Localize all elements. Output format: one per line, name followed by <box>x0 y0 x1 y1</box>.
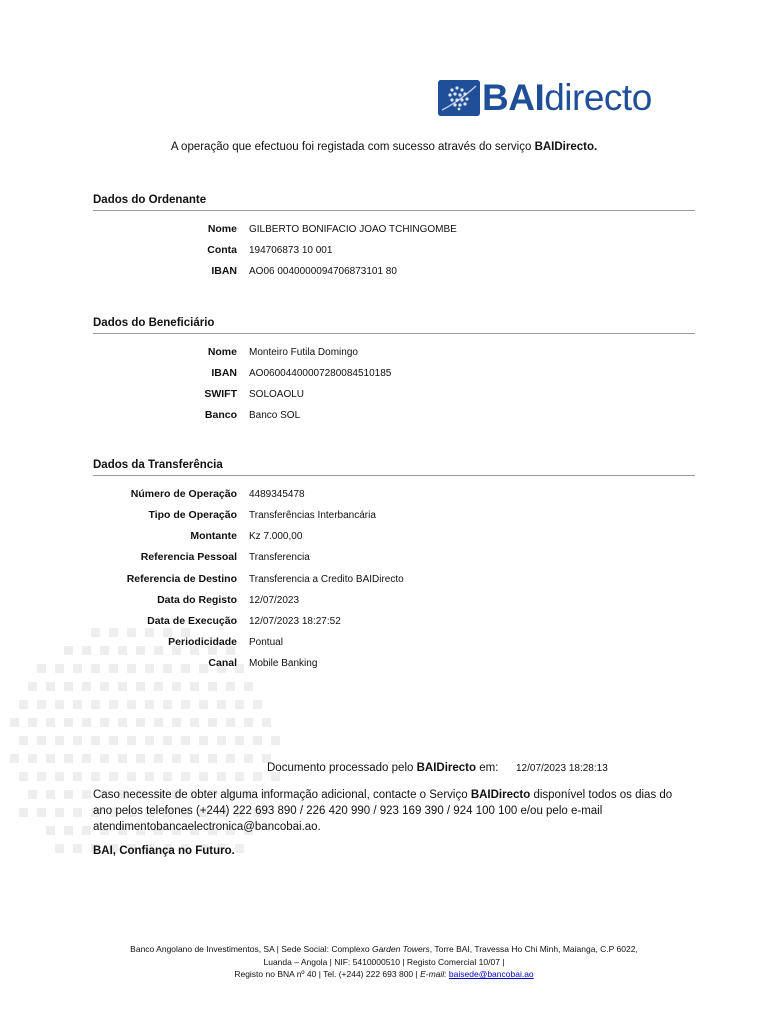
processed-brand: BAIDirecto <box>416 762 477 774</box>
field-value: AO06004400007280084510185 <box>249 368 392 379</box>
section-divider <box>93 210 695 211</box>
contact-text-2: disponível todos os dias do ano pelos telefones (+244) 222 693 890 / 226 420 990 / 923 169 390 / 924 100 100 e/ou pelo e-mail atendimentobancaelectronica@bancobai.ao. <box>93 789 673 833</box>
motto: BAI, Confiança no Futuro. <box>93 845 235 857</box>
intro-brand: BAIDirecto. <box>534 141 598 153</box>
field-label: Referencia Pessoal <box>140 551 237 563</box>
section-title-ordenante: Dados do Ordenante <box>93 194 207 206</box>
field-value: 12/07/2023 18:27:52 <box>249 616 341 627</box>
field-label: Nome <box>207 346 237 358</box>
processed-prefix: Documento processado pelo <box>267 762 414 774</box>
field-row <box>0 615 768 631</box>
footer-complex: Garden Towers <box>371 944 430 954</box>
field-value: 12/07/2023 <box>249 595 300 606</box>
field-row <box>0 509 768 525</box>
field-row <box>0 388 768 404</box>
field-label: Periodicidade <box>168 636 237 648</box>
globe-logo-icon <box>438 80 480 116</box>
logo-bai: BAI <box>482 77 545 118</box>
contact-text-1: Caso necessite de obter alguma informação adicional, contacte o Serviço <box>93 789 468 801</box>
field-value: GILBERTO BONIFACIO JOAO TCHINGOMBE <box>249 224 457 235</box>
section-title-beneficiario: Dados do Beneficiário <box>93 317 215 329</box>
footer <box>0 943 768 981</box>
field-row <box>0 346 768 362</box>
field-value: Transferencia <box>249 552 310 563</box>
field-value: Pontual <box>249 637 283 648</box>
field-row <box>0 551 768 567</box>
footer-address: , Torre BAI, Travessa Ho Chi Minh, Maianga, C.P 6022, <box>429 944 638 954</box>
footer-line-2: Luanda – Angola | NIF: 5410000510 | Registo Comercial 10/07 | <box>263 956 505 967</box>
field-label: IBAN <box>211 265 237 277</box>
footer-email-label: E-mail: <box>420 969 447 979</box>
intro-message <box>0 141 768 153</box>
processed-datetime: 12/07/2023 18:28:13 <box>516 763 608 774</box>
field-label: Conta <box>207 244 237 256</box>
field-label: Data de Execução <box>147 615 237 627</box>
field-row <box>0 244 768 260</box>
footer-email-link[interactable]: baisede@bancobai.ao <box>448 969 534 979</box>
section-divider <box>93 333 695 334</box>
logo-wordmark <box>482 78 652 118</box>
field-label: Montante <box>190 530 237 542</box>
field-row <box>0 409 768 425</box>
field-value: Transferencia a Credito BAIDirecto <box>249 574 404 585</box>
field-row <box>0 636 768 652</box>
field-value: 194706873 10 001 <box>249 245 333 256</box>
processed-suffix: em: <box>479 762 499 774</box>
field-label: IBAN <box>211 367 237 379</box>
field-value: SOLOAOLU <box>249 389 305 400</box>
field-row <box>0 594 768 610</box>
field-label: Número de Operação <box>130 488 237 500</box>
field-row <box>0 657 768 673</box>
contact-paragraph <box>93 787 693 835</box>
field-label: Tipo de Operação <box>148 509 237 521</box>
field-label: SWIFT <box>204 388 237 400</box>
logo-directo: directo <box>544 77 652 118</box>
field-label: Nome <box>207 223 237 235</box>
footer-line-1 <box>0 943 768 956</box>
field-row <box>0 367 768 383</box>
footer-company: Banco Angolano de Investimentos, SA | Sede Social: Complexo <box>130 944 370 954</box>
field-value: Banco SOL <box>249 410 301 421</box>
section-title-transferencia: Dados da Transferência <box>93 459 223 471</box>
field-row <box>0 573 768 589</box>
baidirecto-logo <box>438 78 652 118</box>
field-value: Monteiro Futila Domingo <box>249 347 358 358</box>
field-value: Kz 7.000,00 <box>249 531 303 542</box>
section-divider <box>93 475 695 476</box>
footer-line-3 <box>0 968 768 981</box>
intro-text: A operação que efectuou foi registada com sucesso através do serviço <box>170 141 532 153</box>
field-label: Referencia de Destino <box>126 573 237 585</box>
field-row <box>0 530 768 546</box>
field-row <box>0 223 768 239</box>
field-row <box>0 488 768 504</box>
field-value: AO06 0040000094706873101 80 <box>249 266 397 277</box>
field-label: Banco <box>204 409 237 421</box>
field-row <box>0 265 768 281</box>
processed-line <box>267 762 498 774</box>
field-label: Canal <box>208 657 237 669</box>
field-value: Transferências Interbancária <box>249 510 376 521</box>
field-value: Mobile Banking <box>249 658 318 669</box>
field-label: Data do Registo <box>157 594 237 606</box>
footer-registry: Registo no BNA nº 40 | Tel. (+244) 222 693 800 | <box>234 969 418 979</box>
contact-brand: BAIDirecto <box>470 789 531 801</box>
field-value: 4489345478 <box>249 489 305 500</box>
